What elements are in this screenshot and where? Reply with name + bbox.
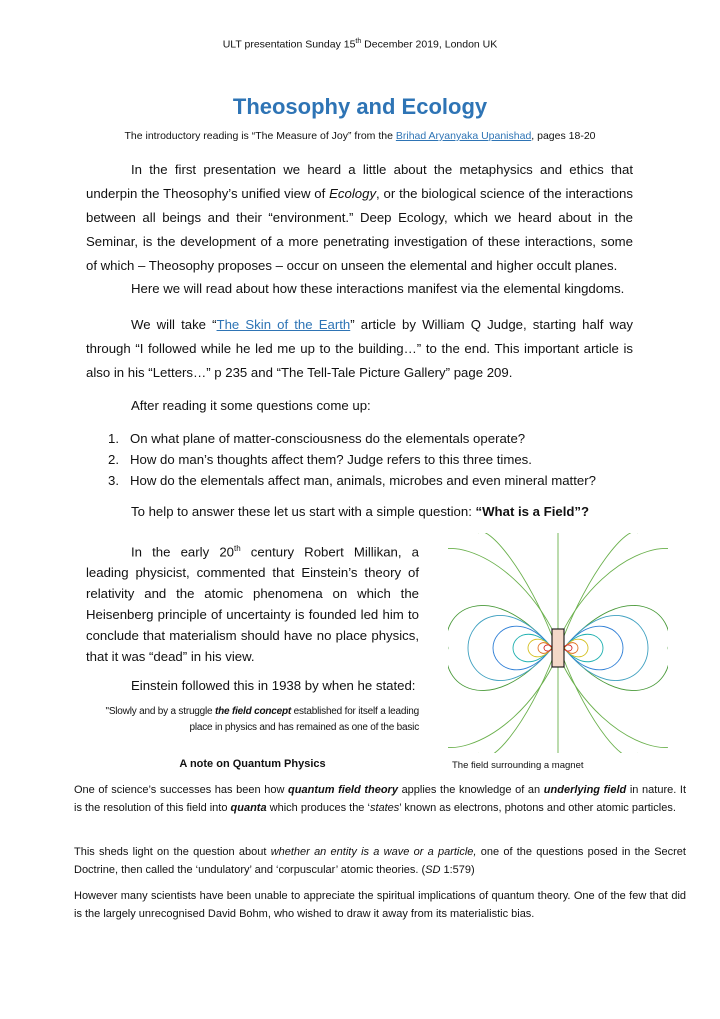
paragraph-millikan: In the early 20th century Robert Millikan, a leading physicist, commented that Einstein’s theory of relativity and the atomic phenomena on which the Heisenberg principle of uncertainty is founded led him to conclude that materialism should have no place physics, that it was “dead” in his view. xyxy=(86,544,420,665)
paragraph-questions-intro: After reading it some questions come up: xyxy=(131,398,371,413)
paragraph-bohm: However many scientists have been unable to appreciate the spiritual implications of quantum theory. One of the few that did is the largely unrecognised David Bohm, who wished to draw it away from its materialistic bias. xyxy=(74,890,686,920)
list-item: 1. On what plane of matter-consciousness do the elementals operate? xyxy=(108,431,526,446)
paragraph-ecology: In the first presentation we heard a little about the metaphysics and ethics that underpin the Theosophy’s unified view of Ecology, or the biological science of the interactions between all beings and their “environment.” Deep Ecology, which we heard about in the Seminar, is the development of a more penetrating investigation of these interactions, some of which – Theosophy proposes – occur on unseen the elemental and higher occult planes. xyxy=(86,162,633,273)
list-item: 3. How do the elementals affect man, animals, microbes and even mineral matter? xyxy=(108,473,596,488)
list-item: 2. How do man’s thoughts affect them? Judge refers to this three times. xyxy=(108,452,532,467)
page-header: ULT presentation Sunday 15th December 2019, London UK xyxy=(222,38,498,51)
quantum-note-heading: A note on Quantum Physics xyxy=(179,758,326,770)
paragraph-field-question: To help to answer these let us start with a simple question: “What is a Field”? xyxy=(131,504,590,519)
paragraph-elemental: Here we will read about how these interactions manifest via the elemental kingdoms. xyxy=(131,281,625,296)
paragraph-einstein: Einstein followed this in 1938 by when he stated: xyxy=(131,678,416,693)
magnet-field-figure xyxy=(448,533,668,753)
paragraph-quantum-field: One of science’s successes has been how quantum field theory applies the knowledge of an underlying field in nature. It is the resolution of this field into quanta which produces the ‘states’ known as electrons, photons and other atomic particles. xyxy=(74,784,687,814)
questions-list xyxy=(108,428,596,491)
einstein-quote: "Slowly and by a struggle the field concept established for itself a leading place in physics and has remained as one of the basic xyxy=(105,706,419,733)
paragraph-skin-of-earth: We will take “The Skin of the Earth” article by William Q Judge, starting half way through “I followed while he led me up to the building…” to the end. This important article is also in his “Letters…” p 235 and “The Tell-Tale Picture Gallery” page 209. xyxy=(86,317,633,380)
page-title: Theosophy and Ecology xyxy=(232,94,488,119)
magnet-bar xyxy=(552,629,564,667)
intro-line: The introductory reading is “The Measure of Joy” from the Brihad Aryanyaka Upanishad, pages 18-20 xyxy=(124,130,596,142)
skin-of-earth-link[interactable]: The Skin of the Earth xyxy=(216,317,351,332)
paragraph-wave-particle: This sheds light on the question about whether an entity is a wave or a particle, one of the questions posed in the Secret Doctrine, then called the ‘undulatory’ and ‘corpuscular’ atomic theories. (SD 1:579) xyxy=(74,846,686,876)
figure-caption: The field surrounding a magnet xyxy=(452,760,584,771)
upanishad-link[interactable]: Brihad Aryanyaka Upanishad xyxy=(395,130,532,142)
